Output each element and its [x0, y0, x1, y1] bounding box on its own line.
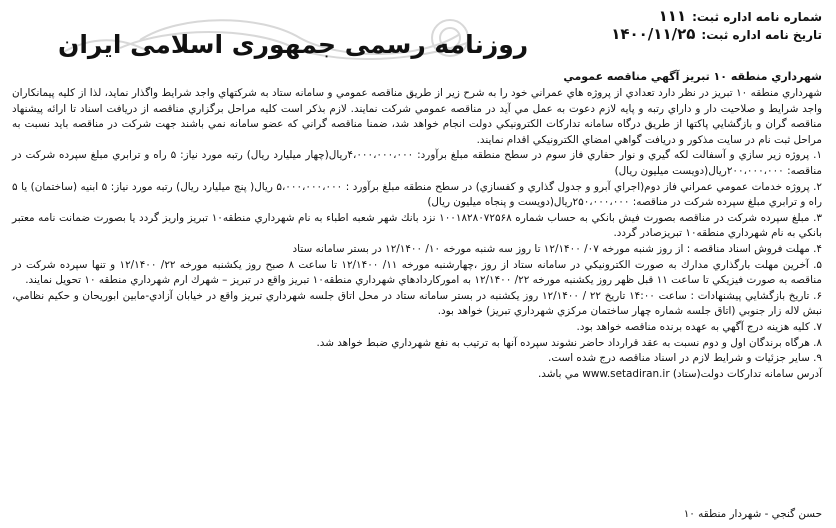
- address-suffix: مي باشد.: [537, 367, 580, 380]
- registration-number-row: [611, 8, 822, 26]
- notice-intro: شهرداري منطقه ۱۰ تبريز در نظر دارد تعدادي از پروژه هاي عمراني خود را به شرح زير از طريق مناقصه عمومي و سامانه ستاد به شركتهاي واجد شرايط واگذار نمايد، لذا از كليه پيمانكاران واجد شرايط و صلاحيت دار و داراي رتبه و پايه لازم دعوت به عمل مي آيد در مناقصه عمومي شركت نمايند. لازم بذكر است كليه مراحل برگزاري مناقصه از دريافت اسناد تا ارائه پيشنهاد مناقصه گران و بازگشايي پاكتها از طريق درگاه سامانه تداركات الكترونيكي دولت انجام خواهد شد، ضمنا مناقصه گراني كه عضو سامانه نمي باشند جهت شركت در مناقصه بايد نسبت به مراحل ثبت نام در سايت مذكور و دريافت گواهي امضاي الكترونيكي اقدام نمايند.: [12, 87, 822, 146]
- registration-number: ۱۱۱: [658, 7, 687, 25]
- notice-heading: شهرداري منطقه ۱۰ تبريز آگهي مناقصه عمومي: [563, 70, 822, 83]
- notice-item: ۴. مهلت فروش اسناد مناقصه : از روز شنبه مورخه ۰۷/ ۱۲/۱۴۰۰ تا روز سه شنبه مورخه ۱۰/ ۱۲/۱۴۰۰ در بستر سامانه ستاد: [292, 242, 822, 255]
- setad-website-link[interactable]: www.setadiran.ir: [582, 367, 670, 380]
- notice-item: ۶. تاريخ بازگشايي پيشنهادات : ساعت ۱۴:۰۰ تاريخ ۲۲ / ۱۲/۱۴۰۰ روز يكشنبه در بستر سامانه ستاد در محل اتاق جلسه شهرداري تبريز واقع در خيابان آزادي-مابين ابوريحان و حكيم نظامي، نبش لاله زار جنوبي (اتاق جلسه شماره چهار ساختمان مركزي شهرداري تبريز) خواهد بود.: [12, 289, 823, 318]
- notice-body: [12, 86, 822, 382]
- notice-item: ۲. پروژه خدمات عمومي عمراني فاز دوم(اجراي آبرو و جدول گذاري و كفسازي) در سطح منطقه مبلغ برآورد : ۵،۰۰۰،۰۰۰،۰۰۰ ريال( پنج ميليارد ريال) رتبه مورد نياز: ۵ ابنيه (ساختمان) يا ۵ راه و ترابري مبلغ سپرده شركت در مناقصه: ۲۵۰،۰۰۰،۰۰۰ريال(دويست و پنجاه ميليون ريال): [12, 180, 822, 209]
- notice-item: ۹. ساير جزئيات و شرايط لازم در اسناد مناقصه درج شده است.: [548, 352, 822, 365]
- address-line: [12, 367, 822, 383]
- notice-item: ۵. آخرين مهلت بارگذاري مدارك به صورت الكترونيكي در سامانه ستاد از روز ،چهارشنبه مورخه ۱۱/ ۱۲/۱۴۰۰ تا ساعت ۸ صبح روز يكشنبه مورخه ۲۲/ ۱۲/۱۴۰۰ و تنها سپرده شركت در مناقصه به صورت فيزيكي تا ساعت ۱۱ قبل ظهر روز يكشنبه مورخه ۲۲/ ۱۲/۱۴۰۰ به اموركارداد‌هاي شهرداري منطقه۱۰ تبريز واقع در تبريز – شهرك ارم شهرداري منطقه ۱۰ تحويل نمايند.: [12, 258, 822, 287]
- registration-date: ۱۴۰۰/۱۱/۲۵: [611, 25, 696, 43]
- registration-number-label: شماره نامه اداره ثبت:: [692, 10, 822, 24]
- masthead: [18, 8, 529, 70]
- notice-item: ۱. پروژه زير سازي و آسفالت لكه گيري و نوار حفاري فاز سوم در سطح منطقه مبلغ برآورد: ۴،۰۰۰،۰۰۰،۰۰۰ريال(چهار ميليارد ريال) رتبه مورد نياز: ۵ راه و ترابري مبلغ سپرده شركت در مناقصه: ۲۰۰،۰۰۰،۰۰۰ريال(دويست ميليون ريال): [12, 149, 822, 177]
- address-prefix: آدرس سامانه تداركات دولت(ستاد): [672, 367, 822, 380]
- notice-item: ۷. كليه هزينه درج آگهي به عهده برنده مناقصه خواهد بود.: [576, 320, 822, 333]
- registration-box: [611, 8, 822, 44]
- signature-line: حسن گنجي - شهردار منطقه ۱۰: [683, 508, 822, 520]
- notice-item: ۳. مبلغ سپرده شركت در مناقصه بصورت فيش بانكي به حساب شماره ۱۰۰۱۸۲۸۰۷۲۵۶۸ نزد بانك شهر شعبه اطباء به نام شهرداري منطقه۱۰ تبريز واريز گردد يا بصورت ضمانت نامه معتبر بانكي به نام شهرداري منطقه۱۰ تبريزصادر گردد.: [12, 211, 822, 240]
- registration-date-row: [611, 26, 822, 44]
- notice-item: ۸. هرگاه برندگان اول و دوم نسبت به عقد قرارداد حاضر نشوند سپرده آنها به ترتيب به نفع شهرداري ضبط خواهد شد.: [316, 336, 822, 349]
- registration-date-label: تاریخ نامه اداره ثبت:: [701, 28, 822, 42]
- gazette-title: روزنامه رسمی جمهوری اسلامی ایران: [58, 30, 529, 59]
